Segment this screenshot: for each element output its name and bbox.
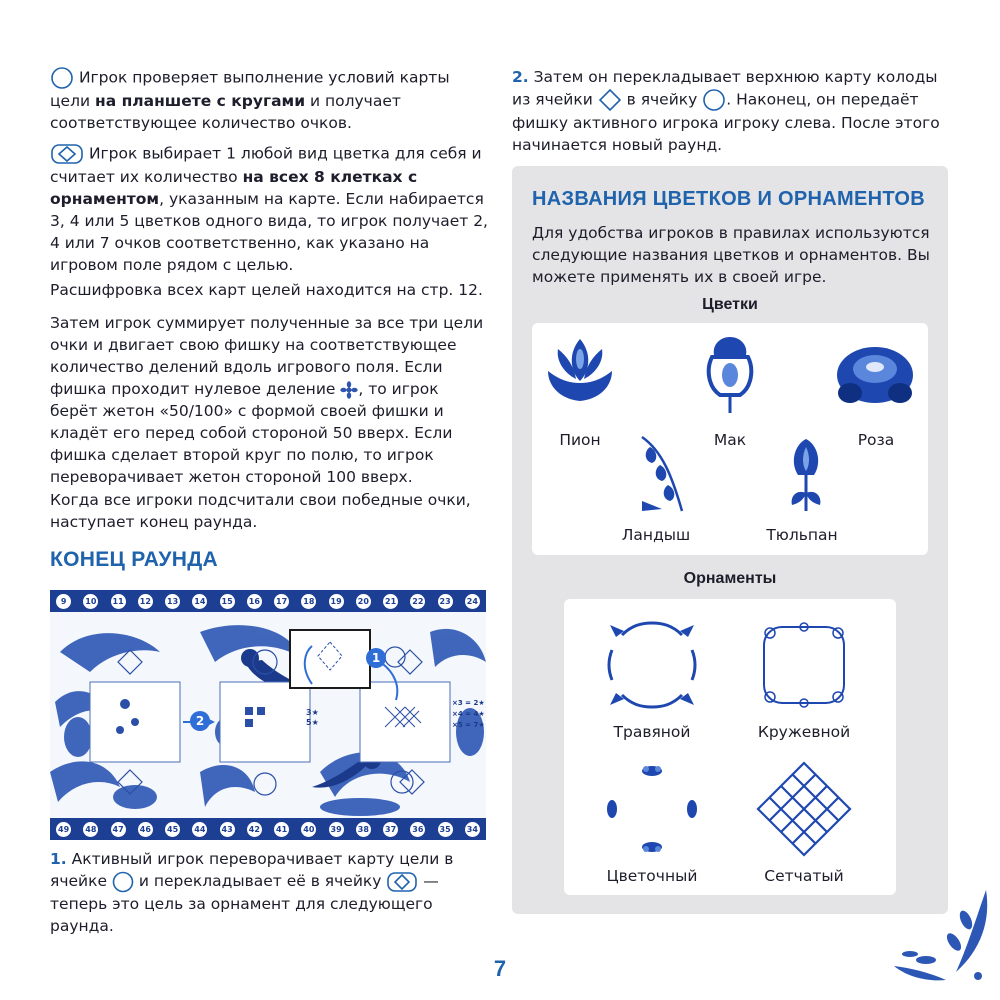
track-number: 41 <box>274 822 289 837</box>
track-number: 10 <box>83 594 98 609</box>
flower-label-rose: Роза <box>857 431 895 449</box>
track-number: 46 <box>138 822 153 837</box>
track-number: 48 <box>83 822 98 837</box>
zero-division-flower-icon <box>340 381 358 399</box>
flower-label-poppy: Мак <box>713 431 747 449</box>
names-panel-intro: Для удобства игроков в правилах используются следующие названия цветков и орнаментов. Вы можете применять их в своей игре. <box>532 224 930 286</box>
track-number: 16 <box>247 594 262 609</box>
section-title-round-end: КОНЕЦ РАУНДА <box>50 548 218 571</box>
track-number: 15 <box>220 594 235 609</box>
track-number: 18 <box>301 594 316 609</box>
diamond-cell-icon <box>598 88 622 112</box>
track-number: 44 <box>192 822 207 837</box>
step-badge-1: 1 <box>366 648 386 668</box>
track-number: 35 <box>438 822 453 837</box>
track-number: 17 <box>274 594 289 609</box>
ornament-label-floral: Цветочный <box>606 867 698 885</box>
board-ornament-artwork <box>50 612 486 818</box>
flower-label-lily-of-the-valley: Ландыш <box>621 526 691 544</box>
ornament-label-lace: Кружевной <box>757 723 851 741</box>
step-badge-2: 2 <box>190 711 210 731</box>
track-number: 20 <box>356 594 371 609</box>
track-number: 23 <box>438 594 453 609</box>
lace-ornament-icon <box>754 615 854 715</box>
herbal-ornament-icon <box>602 615 702 715</box>
paragraph-decoding: Расшифровка всех карт целей находится на стр. 12. <box>50 281 483 299</box>
track-number: 14 <box>192 594 207 609</box>
track-number: 21 <box>383 594 398 609</box>
track-number: 37 <box>383 822 398 837</box>
mini-score: 3★ <box>306 708 319 717</box>
grid-ornament-icon <box>754 759 854 859</box>
track-number: 45 <box>165 822 180 837</box>
track-number: 40 <box>301 822 316 837</box>
score-row: ×5 = 7★ <box>452 721 485 729</box>
ornaments-card <box>564 599 896 895</box>
track-number: 9 <box>56 594 71 609</box>
ornament-label-grid: Сетчатый <box>764 867 844 885</box>
track-number: 12 <box>138 594 153 609</box>
circle-cell-icon <box>50 66 74 90</box>
flowers-card <box>532 323 928 555</box>
score-track-bottom <box>50 818 486 840</box>
paragraph-circle-goal: Игрок проверяет выполнение условий карты цели на планшете с кругами и получает соответствующее количество очков. <box>50 66 490 134</box>
circle-cell-icon <box>112 871 134 893</box>
game-board-illustration <box>50 590 486 840</box>
poppy-icon <box>692 329 768 417</box>
floral-ornament-icon <box>602 759 702 859</box>
track-number: 24 <box>465 594 480 609</box>
lily-of-the-valley-icon <box>632 431 692 515</box>
ornament-cell-icon <box>50 142 84 166</box>
mini-score-list <box>306 708 319 728</box>
circle-cell-icon <box>702 88 726 112</box>
rose-icon <box>832 333 918 413</box>
track-number: 38 <box>356 822 371 837</box>
score-track-top <box>50 590 486 612</box>
corner-flourish-icon <box>886 880 996 990</box>
flower-label-tulip: Тюльпан <box>766 526 838 544</box>
mini-score: 5★ <box>306 718 319 727</box>
track-number: 36 <box>410 822 425 837</box>
page-number: 7 <box>493 956 507 981</box>
paragraph-ornament-goal: Игрок выбирает 1 любой вид цветка для себя и считает их количество на всех 8 клетках с орнаментом, указанным на карте. Если набирается 3, 4 или 5 цветков одного вида, то игрок получает 2, 4 или 7 очков соответственно, как указано на игровом поле рядом с целью. <box>50 142 490 276</box>
score-row: ×3 = 2★ <box>452 699 485 707</box>
track-number: 34 <box>465 822 480 837</box>
score-row: ×4 = 4★ <box>452 710 485 718</box>
track-number: 49 <box>56 822 71 837</box>
track-number: 47 <box>111 822 126 837</box>
flowers-title: Цветки <box>702 296 758 313</box>
names-panel-title: НАЗВАНИЯ ЦВЕТКОВ И ОРНАМЕНТОВ <box>532 188 926 210</box>
ornament-cell-icon <box>386 871 418 893</box>
names-panel <box>512 166 948 914</box>
track-number: 42 <box>247 822 262 837</box>
paragraph-scoring: Затем игрок суммирует полученные за все три цели очки и двигает свою фишку на соответствующее количество делений вдоль игрового поля. Если фишка проходит нулевое деление , то игрок берёт жетон «50/100» с формой своей фишки и кладёт его перед собой стороной 50 вверх. Если фишка сделает второй круг по полю, то игрок переворачивает жетон стороной 100 вверх. <box>50 314 484 486</box>
track-number: 13 <box>165 594 180 609</box>
peony-icon <box>540 331 620 411</box>
ornament-label-herbal: Травяной <box>613 723 691 741</box>
track-number: 39 <box>329 822 344 837</box>
flower-label-peony: Пион <box>559 431 601 449</box>
paragraph-round-end: Когда все игроки подсчитали свои победные очки, наступает конец раунда. <box>50 491 471 531</box>
step-2-text: 2. Затем он перекладывает верхнюю карту колоды из ячейки в ячейку . Наконец, он передаёт фишку активного игрока игроку слева. После этого начинается новый раунд. <box>512 68 940 154</box>
step-1-text: 1. Активный игрок переворачивает карту цели в ячейке и перекладывает её в ячейку — теперь это цель за орнамент для следующего раунда. <box>50 850 454 935</box>
track-number: 43 <box>220 822 235 837</box>
track-number: 22 <box>410 594 425 609</box>
track-number: 11 <box>111 594 126 609</box>
ornaments-title: Орнаменты <box>683 570 777 587</box>
score-table <box>452 698 485 731</box>
track-number: 19 <box>329 594 344 609</box>
tulip-icon <box>778 431 834 517</box>
